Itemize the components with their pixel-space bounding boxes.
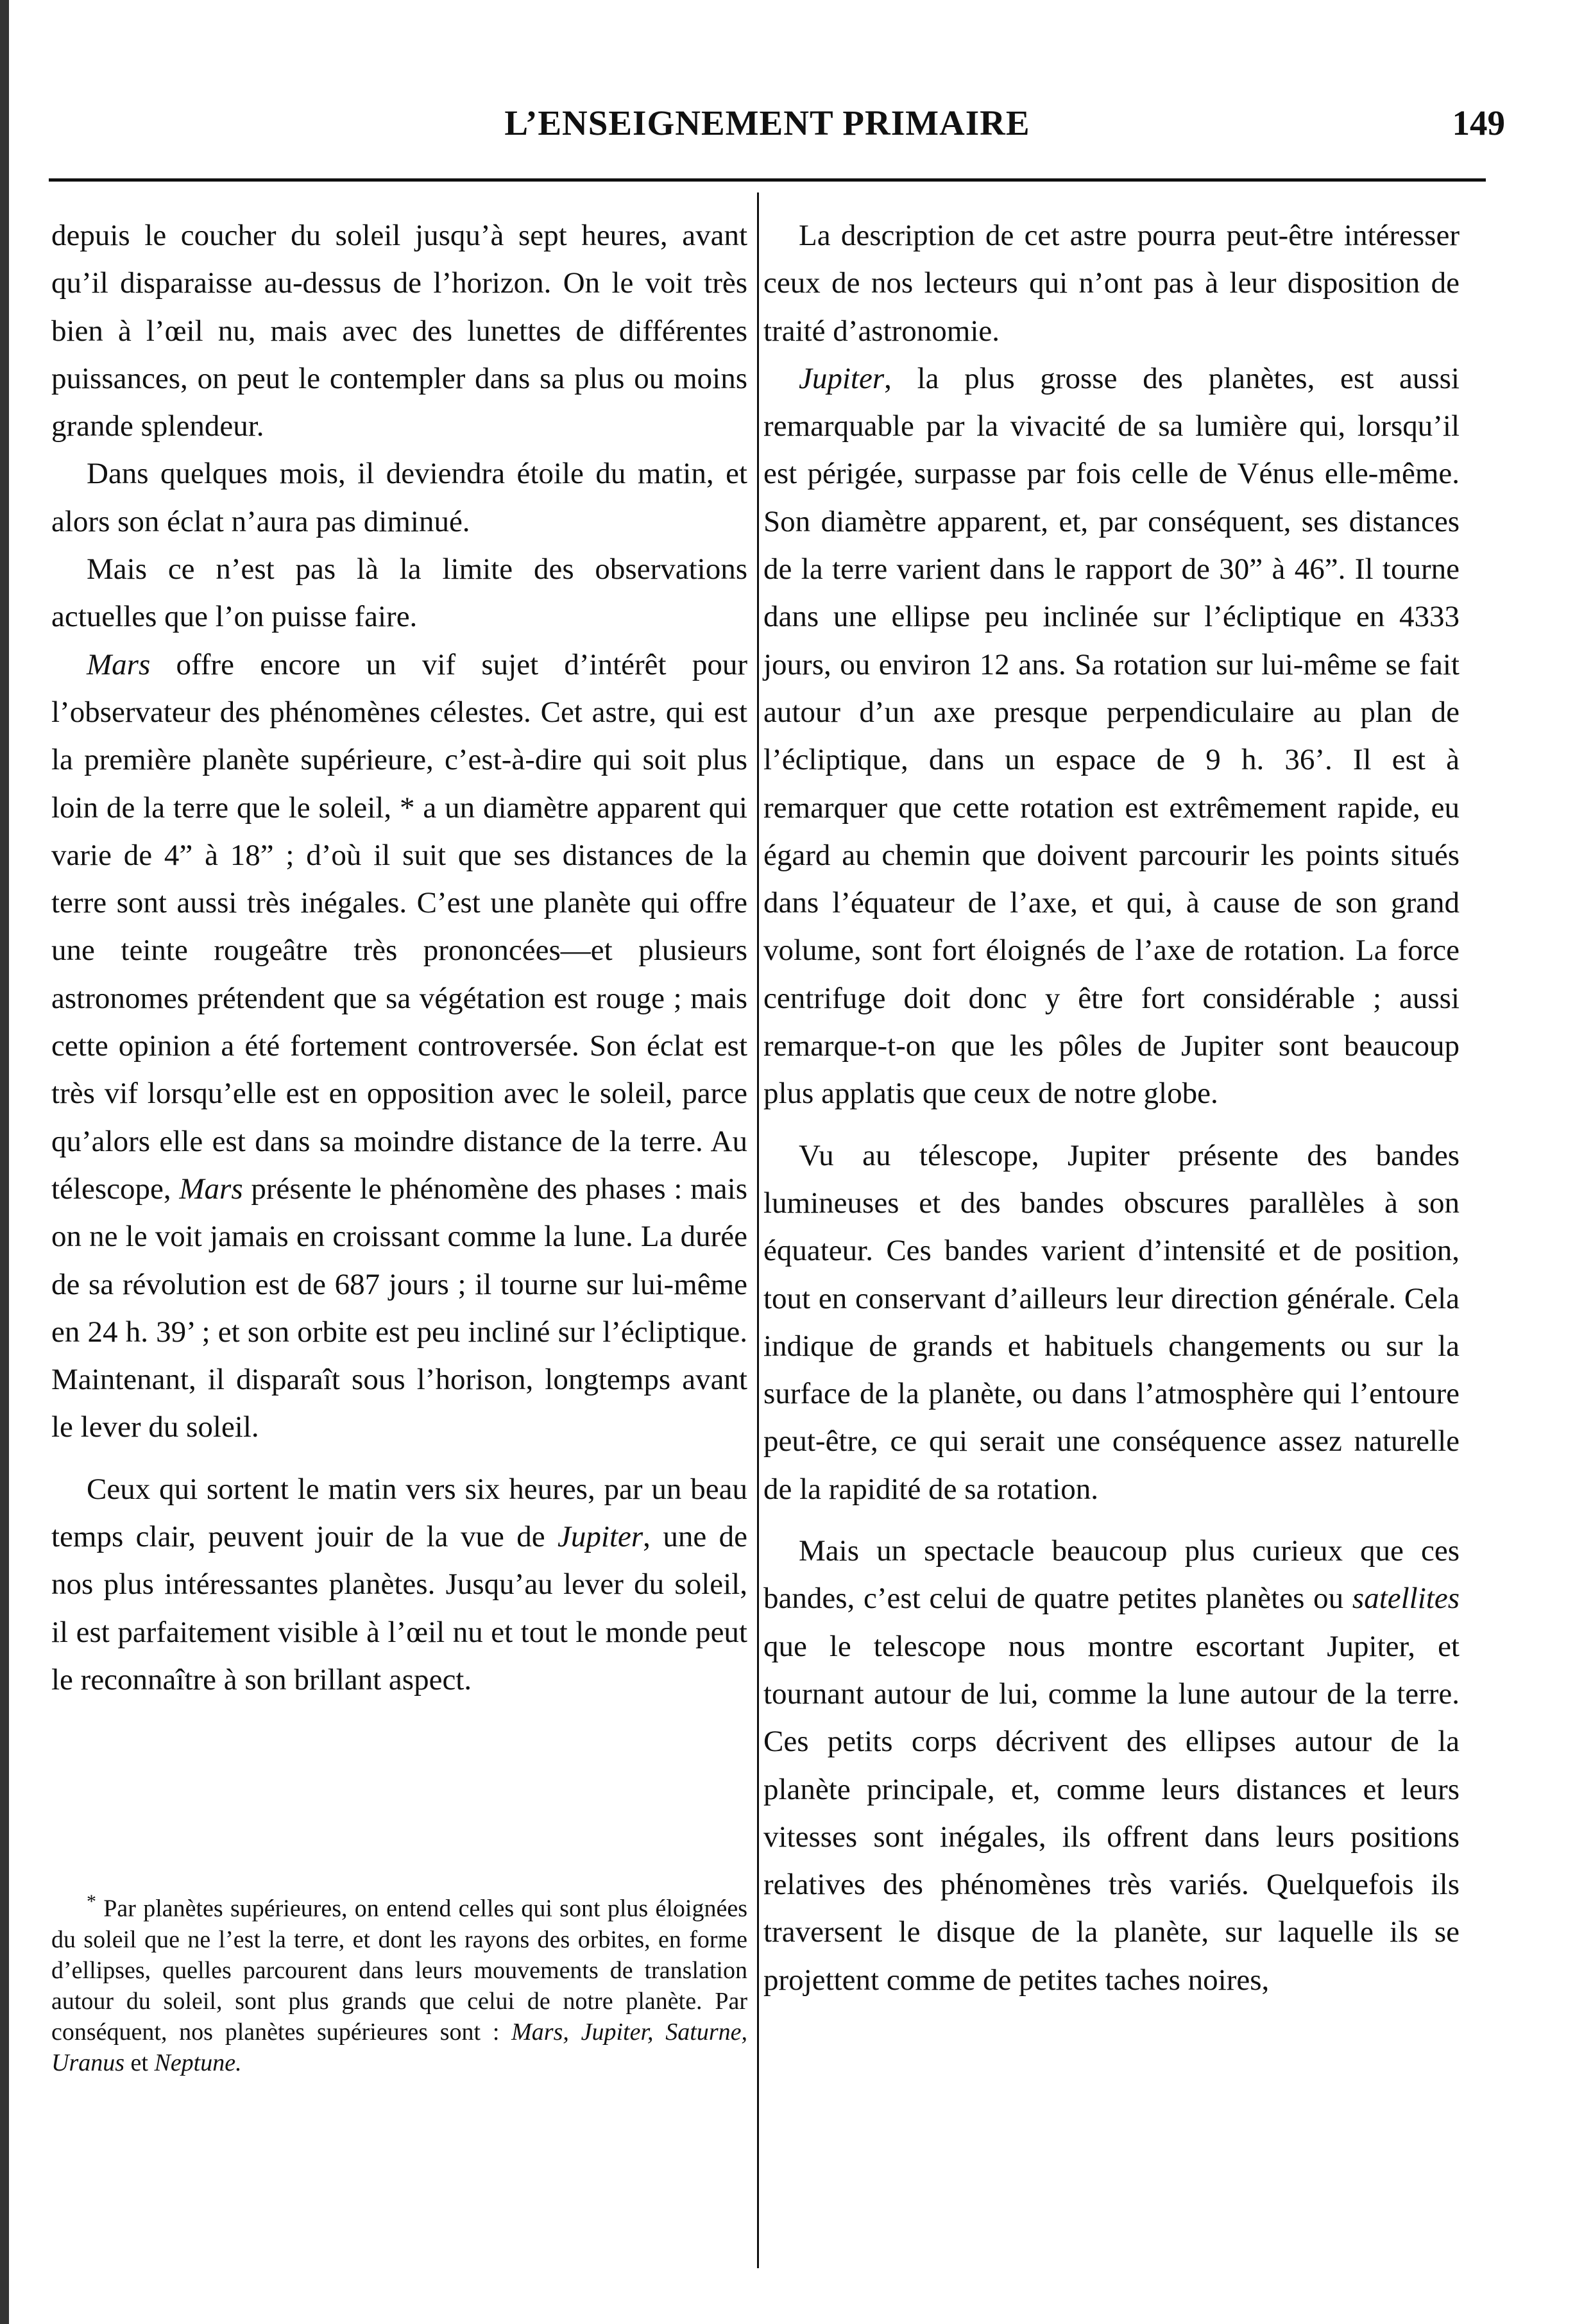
italic-term: Neptune. [154,2049,242,2076]
paragraph: La description de cet astre pourra peut-être intéresser ceux de nos lecteurs qui n’ont pas à leur disposition de traité d’astronomie. [763,219,1460,348]
left-column [51,212,747,1704]
footnote-mark: * [87,1891,96,1912]
paragraph: Dans quelques mois, il deviendra étoile du matin, et alors son éclat n’aura pas diminué. [51,457,747,538]
paragraph [51,1465,747,1704]
text-run: Mais un spectacle beaucoup plus curieux que ces bandes, c’est celui de quatre petites planètes ou [763,1534,1460,1616]
text-run: Par planètes supérieures, on entend celles qui sont plus éloignées du soleil que ne l’est la terre, et dont les rayons des orbites, en forme d’ellipses, quelles parcourent dans leurs mouvements de translation autour du soleil, sont plus grands que celui de notre planète. Par conséquent, nos planètes supérieures sont : [51,1895,747,2046]
italic-term: satellites [1352,1582,1460,1616]
page-number: 149 [1452,103,1505,142]
text-run: , la plus grosse des planètes, est aussi remarquable par la vivacité de sa lumière qui, lorsqu’il est périgée, surpasse par fois celle de Vénus elle-même. Son diamètre apparent, et, par conséquent, ses distances de la terre varient dans le rapport de 30” à 46”. Il tourne dans une ellipse peu inclinée sur l’écliptique en 4333 jours, ou environ 12 ans. Sa rotation sur lui-même se fait autour d’un axe presque perpendiculaire au plan de l’écliptique, dans un espace de 9 h. 36’. Il est à remarquer que cette rotation est extrêmement rapide, eu égard au chemin que doivent parcourir les points situés dans l’équateur de l’axe, et qui, à cause de son grand volume, sont fort éloignés de l’axe de rotation. La force centrifuge doit donc y être fort considérable ; aussi remarque-t-on que les pôles de Jupiter sont beaucoup plus applatis que ceux de notre globe. [763,361,1460,1111]
paragraph [51,641,747,1451]
header-rule [49,178,1486,182]
italic-term: Jupiter [558,1520,643,1554]
footnote-reference: * [399,790,415,825]
header-title: L’ENSEIGNEMENT PRIMAIRE [504,103,1030,142]
text-run: , une de nos plus intéressantes planètes. Jusqu’au lever du soleil, il est parfaitement visible à l’œil nu et tout le monde peut le reconnaître à son brillant aspect. [51,1520,747,1696]
paragraph: depuis le coucher du soleil jusqu’à sept heures, avant qu’il disparaisse au-dessus de l’horizon. On le voit très bien à l’œil nu, mais avec des lunettes de différentes puissances, on peut le contempler dans sa plus ou moins grande splendeur. [51,219,747,443]
italic-term: Mars [87,647,151,681]
text-run: et [124,2049,155,2076]
footnote [51,1886,747,2078]
paragraph: Vu au télescope, Jupiter présente des bandes lumineuses et des bandes obscures parallèles à son équateur. Ces bandes varient d’intensité et de position, tout en conservant d’ailleurs leur direction générale. Cela indique de grands et habituels changements ou sur la surface de la planète, ou dans l’atmosphère qui l’entoure peut-être, ce qui serait une conséquence assez naturelle de la rapidité de sa rotation. [763,1138,1460,1506]
right-column [763,212,1460,2004]
text-run: Ceux qui sortent le matin vers six heures, par un beau temps clair, peuvent jouir de la vue de [51,1472,747,1554]
text-run: offre encore un vif sujet d’intérêt pour l’observateur des phénomènes célestes. Cet astre, qui est la première planète supérieure, c’est-à-dire qui soit plus loin de la terre que le soleil, [51,647,747,825]
text-run: a un diamètre apparent qui varie de 4” à 18” ; d’où il suit que ses distances de la terre sont aussi très inégales. C’est une planète qui offre une teinte rougeâtre très prononcées—et plusieurs astronomes prétendent que sa végétation est rouge ; mais cette opinion a été fortement controversée. Son éclat est très vif lorsqu’elle est en opposition avec le soleil, parce qu’alors elle est dans sa moindre distance de la terre. Au télescope, [51,790,747,1206]
running-header [49,103,1505,154]
italic-term: Jupiter [799,361,885,395]
text-run: présente le phénomène des phases : mais on ne le voit jamais en croissant comme la lune. La durée de sa révolution est de 687 jours ; il tourne sur lui-même en 24 h. 39’ ; et son orbite est peu incliné sur l’écliptique. Maintenant, il disparaît sous l’horison, longtemps avant le lever du soleil. [51,1172,748,1444]
column-divider [757,192,759,2268]
binding-edge [0,0,9,2324]
paragraph [763,1527,1460,2004]
paragraph: Mais ce n’est pas là la limite des observations actuelles que l’on puisse faire. [51,552,747,634]
paragraph [763,355,1460,1118]
text-run: que le telescope nous montre escortant Jupiter, et tournant autour de lui, comme la lune autour de la terre. Ces petits corps décrivent des ellipses autour de la planète principale, et, comme leurs distances et leurs vitesses sont inégales, ils offrent dans leurs positions relatives des phénomènes très variés. Quelquefois ils traversent le disque de la planète, sur laquelle ils se projettent comme de petites taches noires, [763,1629,1460,1997]
italic-term: Mars [179,1172,243,1206]
italic-term: Mars, Jupiter, Saturne, Uranus [51,2018,747,2076]
